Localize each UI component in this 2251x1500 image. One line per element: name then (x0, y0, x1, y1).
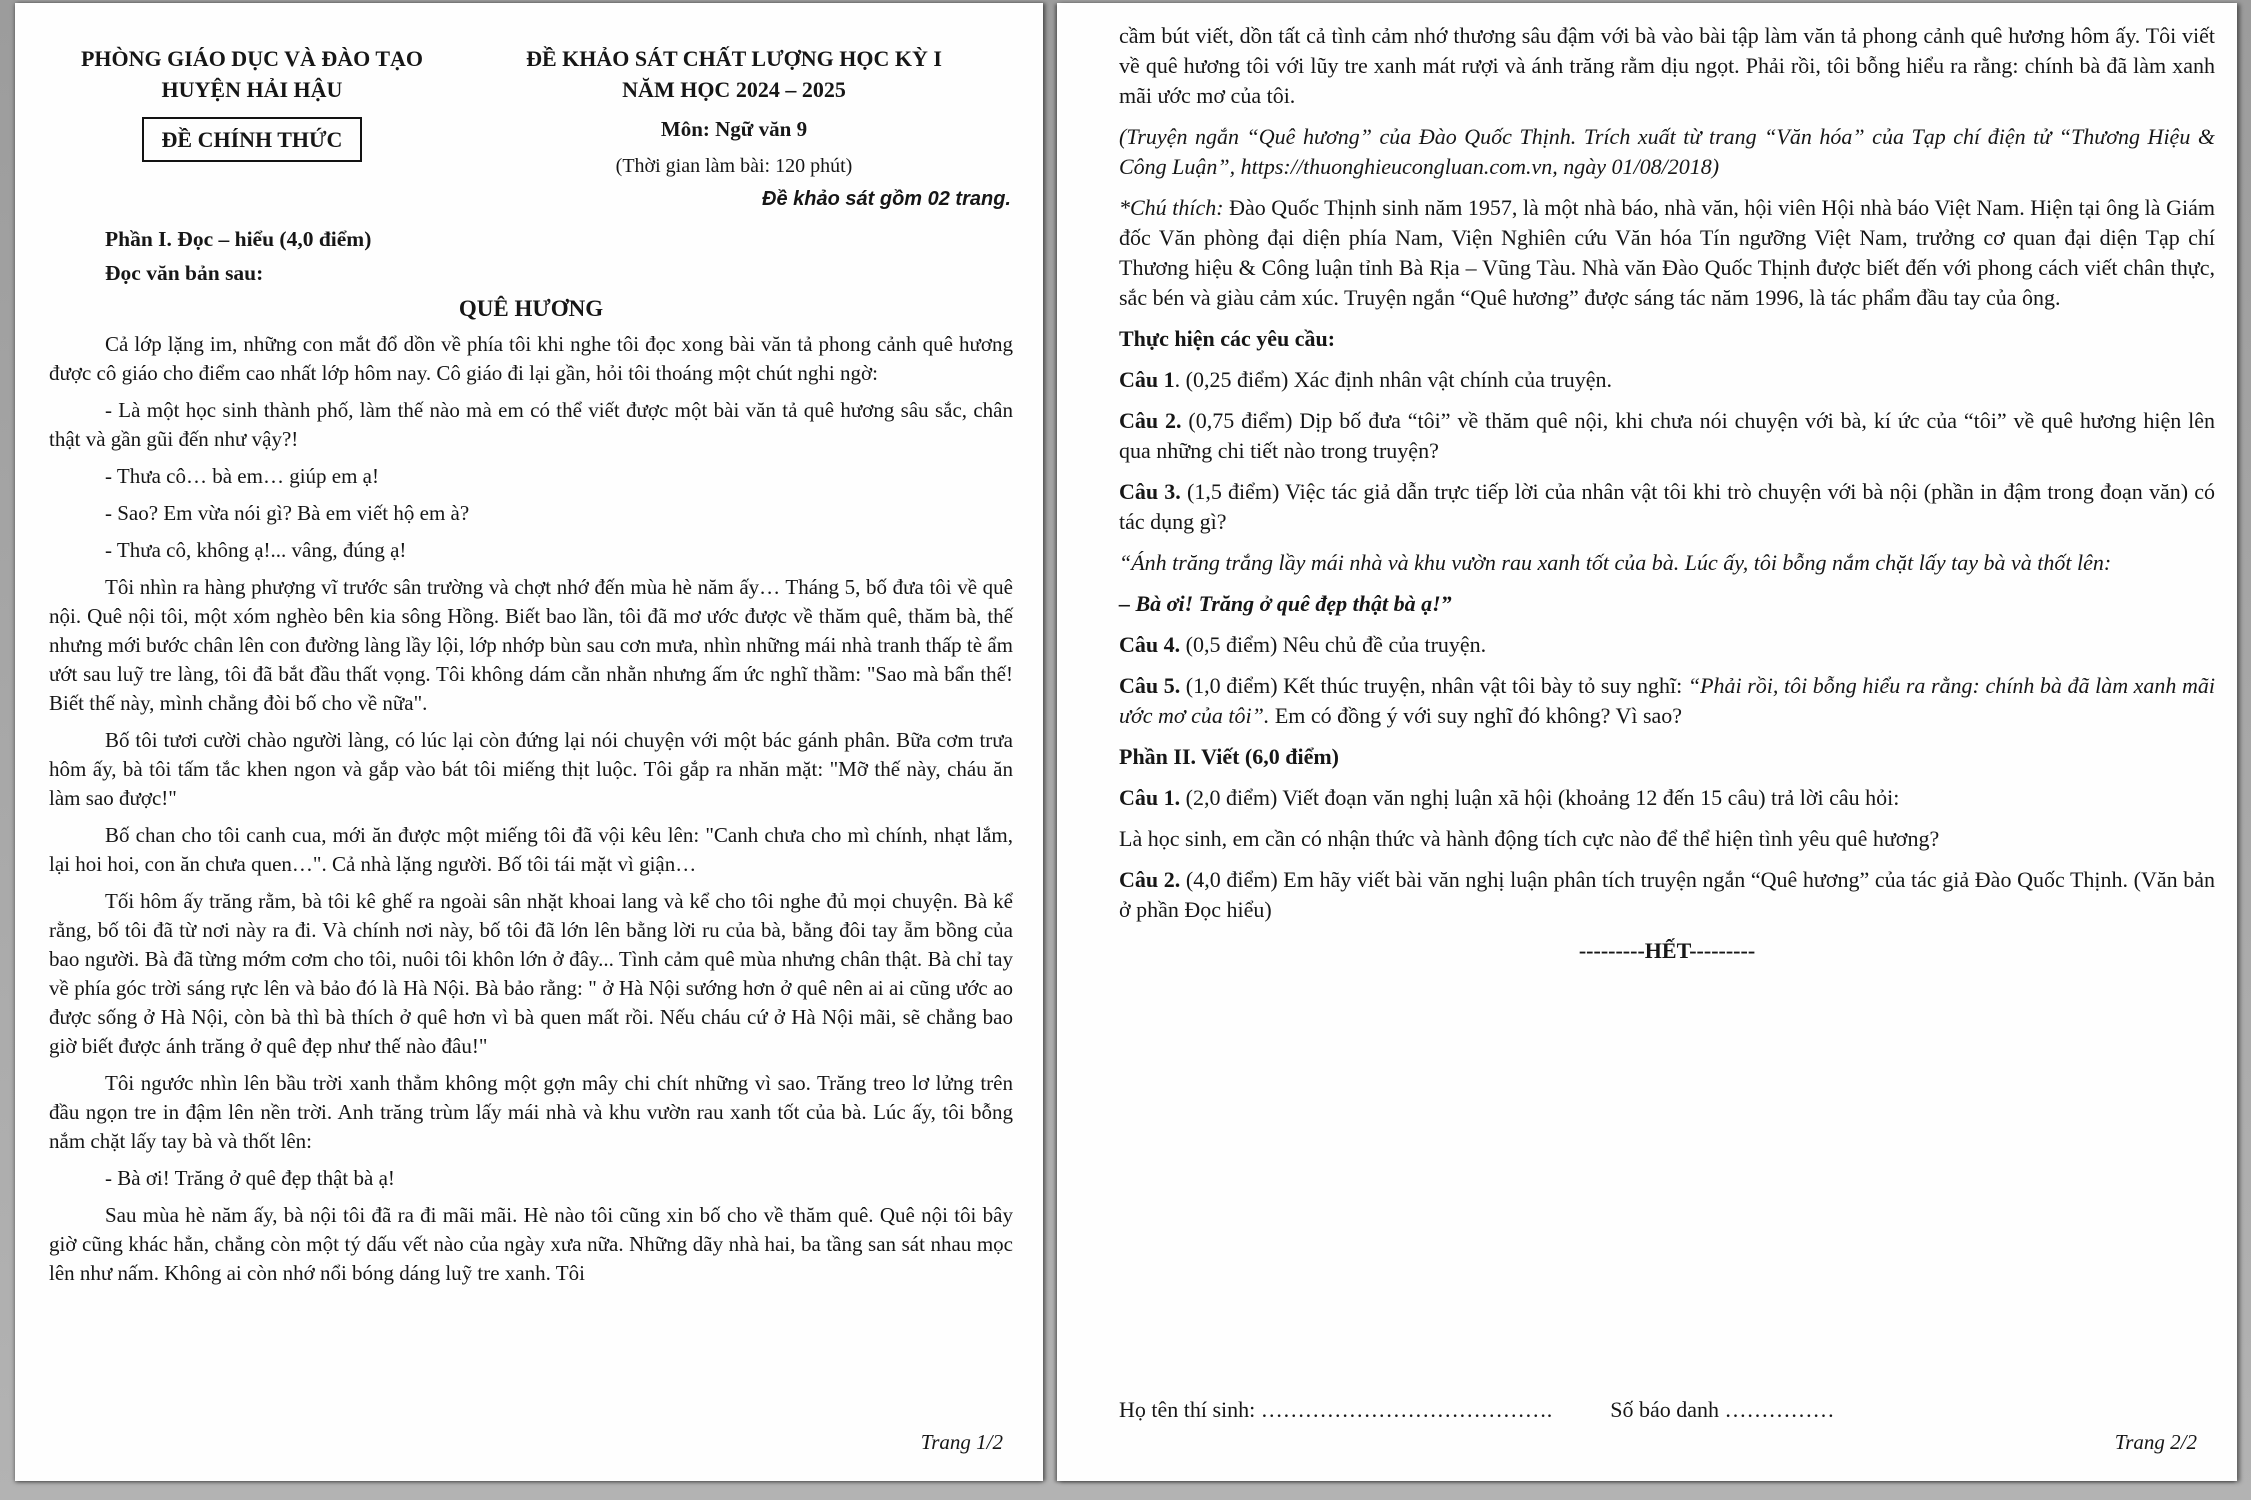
official-exam-box (142, 117, 363, 162)
page1-content (15, 3, 1043, 1288)
exam-page-1 (15, 3, 1043, 1481)
story-paragraph: Tối hôm ấy trăng rằm, bà tôi kê ghế ra ngoài sân nhặt khoai lang và kể cho tôi nghe đủ mọi chuyện. Bà kể rằng, bố tôi đã từ nơi này ra đi. Và chính nơi này, bố tôi đã lớn lên bằng lời ru của bà, bằng đôi tay ẵm bồng của bao người. Bà đã từng mớm cơm cho tôi, nuôi tôi khôn lớn ở đây... Tình cảm quê mùa nhưng chân thật. Bà chỉ tay về phía góc trời sáng rực lên và bảo đó là Hà Nội. Bà bảo rằng: " ở Hà Nội sướng hơn ở quê nên ai ai cũng ước ao được sống ở Hà Nội, còn bà thì bà thích ở quê hơn vì bà quen mất rồi. Nếu cháu cứ ở Hà Nội mãi, sẽ chẳng bao giờ biết được ánh trăng ở quê đẹp như thế nào đâu!" (49, 889, 1013, 1058)
question-2 (1119, 406, 2215, 466)
quoted-passage-line1: “Ánh trăng trắng lầy mái nhà và khu vườn rau xanh tốt của bà. Lúc ấy, tôi bỗng nắm chặt lấy tay bà và thốt lên: (1119, 550, 2112, 575)
question-5-quote: “Phải rồi, tôi bỗng hiểu ra rằng: chính bà đã làm xanh mãi ước mơ của tôi”. (1119, 673, 2216, 728)
exam-subject: Môn: Ngữ văn 9 (660, 117, 808, 141)
story-paragraph: - Thưa cô, không ạ!... vâng, đúng ạ! (105, 538, 407, 562)
question-3 (1119, 477, 2215, 537)
question-4-text: (0,5 điểm) Nêu chủ đề của truyện. (1180, 632, 1487, 657)
writing-question-1-label: Câu 1. (1119, 785, 1181, 810)
story-paragraph: Cả lớp lặng im, những con mắt đổ dồn về phía tôi khi nghe tôi đọc xong bài văn tả phong cảnh quê hương được cô giáo cho điểm cao nhất lớp hôm nay. Cô giáo đi lại gần, hỏi tôi thoáng một chút nghi ngờ: (49, 332, 1013, 385)
story-paragraph: Sau mùa hè năm ấy, bà nội tôi đã ra đi mãi mãi. Hè nào tôi cũng xin bố cho về thăm quê. Quê nội tôi bây giờ cũng khác hẳn, chẳng còn một tý dấu vết nào của ngày xưa nữa. Những dãy nhà hai, ba tầng san sát nhau mọc lên như nấm. Không ai còn nhớ nổi bóng dáng luỹ tre xanh. Tôi (49, 1203, 1013, 1285)
requirements-heading: Thực hiện các yêu cầu: (1119, 326, 1336, 351)
page1-number: Trang 1/2 (920, 1430, 1003, 1454)
question-1 (1119, 365, 2215, 395)
question-4 (1119, 630, 2215, 660)
page2-number: Trang 2/2 (2114, 1430, 2197, 1454)
writing-question-2-label: Câu 2. (1119, 867, 1181, 892)
story-paragraph: Bố tôi tươi cười chào người làng, có lúc lại còn đứng lại nói chuyện với một bác gánh phân. Bữa cơm trưa hôm ấy, bà tôi tấm tắc khen ngon và gắp vào bát tôi miếng thịt luộc. Tôi gắp ra nhăn mặt: "Mỡ thế này, cháu ăn làm sao được!" (49, 728, 1013, 810)
part2-heading: Phần II. Viết (6,0 điểm) (1119, 744, 1339, 769)
writing-question-1 (1119, 783, 2215, 813)
author-footnote (1119, 193, 2215, 313)
question-5-text-before: (1,0 điểm) Kết thúc truyện, nhân vật tôi bày tỏ suy nghĩ: (1180, 673, 1688, 698)
issuer-line1: PHÒNG GIÁO DỤC VÀ ĐÀO TẠO (80, 46, 424, 71)
exam-page-2 (1057, 3, 2237, 1481)
read-instruction: Đọc văn bản sau: (105, 261, 264, 285)
question-3-text: (1,5 điểm) Việc tác giả dẫn trực tiếp lời của nhân vật tôi khi trò chuyện với bà nội (phần in đậm trong đoạn văn) có tác dụng gì? (1119, 479, 2215, 534)
candidate-name-line: Họ tên thí sinh: …………………………………. (1119, 1397, 1553, 1422)
candidate-number-line: Số báo danh …………… (1610, 1397, 1835, 1422)
exam-title-block (455, 43, 1013, 211)
story-paragraph: Tôi ngước nhìn lên bầu trời xanh thẳm không một gợn mây chi chít những vì sao. Trăng treo lơ lửng trên đầu ngọn tre in đậm lên nền trời. Anh trăng trùm lấy mái nhà và khu vườn rau xanh tốt của bà. Lúc ấy, tôi bỗng nắm chặt lấy tay bà và thốt lên: (49, 1071, 1013, 1153)
writing-question-2 (1119, 865, 2215, 925)
source-citation: (Truyện ngắn “Quê hương” của Đào Quốc Thịnh. Trích xuất từ trang “Văn hóa” của Tạp chí điện tử “Thương Hiệu & Công Luận”, https://thuonghieucongluan.com.vn, ngày 01/08/2018) (1119, 124, 2215, 179)
question-5-label: Câu 5. (1119, 673, 1181, 698)
story-paragraph: Tôi nhìn ra hàng phượng vĩ trước sân trường và chợt nhớ đến mùa hè năm ấy… Tháng 5, bố đưa tôi về quê nội. Quê nội tôi, một xóm nghèo bên kia sông Hồng. Biết bao lần, tôi đã mơ ước được về thăm quê, thăm bà, thế nhưng mới bước chân lên con đường làng lầy lội, lớp nhớp bùn sau cơn mưa, nhìn những mái nhà tranh thấp tè ẩm ướt sau luỹ tre làng, tôi đã bắt đầu thất vọng. Tôi không dám cằn nhằn nhưng ấm ức nghĩ thầm: "Sao mà bẩn thế! Biết thế này, mình chẳng đòi bố cho về nữa". (49, 575, 1013, 715)
quoted-passage-line2: – Bà ơi! Trăng ở quê đẹp thật bà ạ!” (1119, 591, 1452, 616)
question-4-label: Câu 4. (1119, 632, 1181, 657)
issuer-line2: HUYỆN HẢI HẬU (161, 77, 343, 102)
page1-header (49, 43, 1013, 211)
question-2-label: Câu 2. (1119, 408, 1182, 433)
story-paragraph: - Là một học sinh thành phố, làm thế nào mà em có thể viết được một bài văn tả quê hương sâu sắc, chân thật và gần gũi đến như vậy?! (49, 398, 1013, 451)
question-2-text: (0,75 điểm) Dịp bố đưa “tôi” về thăm quê nội, khi chưa nói chuyện với bà, kí ức của “tôi” về quê hương hiện lên qua những chi tiết nào trong truyện? (1119, 408, 2215, 463)
writing-question-1-text: (2,0 điểm) Viết đoạn văn nghị luận xã hội (khoảng 12 đến 15 câu) trả lời câu hỏi: (1180, 785, 1900, 810)
question-1-text: . (0,25 điểm) Xác định nhân vật chính của truyện. (1174, 367, 1613, 392)
footnote-text: Đào Quốc Thịnh sinh năm 1957, là một nhà báo, nhà văn, hội viên Hội nhà báo Việt Nam. Hiện tại ông là Giám đốc Văn phòng đại diện phía Nam, Viện Nghiên cứu Văn hóa Tín ngưỡng Việt Nam, trưởng cơ quan đại diện Tạp chí Thương hiệu & Công luận tỉnh Bà Rịa – Vũng Tàu. Nhà văn Đào Quốc Thịnh được biết đến với phong cách viết chân thực, sắc bén và giàu cảm xúc. Truyện ngắn “Quê hương” được sáng tác năm 1996, là tác phẩm đầu tay của ông. (1119, 195, 2215, 310)
exam-pages-note: Đề khảo sát gồm 02 trang. (762, 188, 1011, 210)
question-5-text-after: Em có đồng ý với suy nghĩ đó không? Vì sao? (1269, 703, 1683, 728)
writing-question-2-text: (4,0 điểm) Em hãy viết bài văn nghị luận phân tích truyện ngắn “Quê hương” của tác giả Đào Quốc Thịnh. (Văn bản ở phần Đọc hiểu) (1119, 867, 2216, 922)
story-paragraph: Bố chan cho tôi canh cua, mới ăn được một miếng tôi đã vội kêu lên: "Canh chưa cho mì chính, nhạt lắm, lại hoi hoi, con ăn chưa quen…". Cả nhà lặng người. Bố tôi tái mặt vì giận… (49, 823, 1013, 876)
story-paragraph: - Bà ơi! Trăng ở quê đẹp thật bà ạ! (105, 1166, 395, 1190)
question-1-label: Câu 1 (1119, 367, 1175, 392)
question-3-label: Câu 3. (1119, 479, 1181, 504)
part1-heading: Phần I. Đọc – hiểu (4,0 điểm) (105, 227, 372, 251)
official-exam-label: ĐỀ CHÍNH THỨC (161, 127, 343, 152)
issuing-authority-block (49, 43, 455, 211)
page1-body (49, 227, 1013, 1288)
exam-duration: (Thời gian làm bài: 120 phút) (615, 155, 853, 177)
story-paragraph: - Thưa cô… bà em… giúp em ạ! (105, 464, 379, 488)
end-of-exam-marker: ---------HẾT--------- (1578, 938, 1756, 963)
exam-title-line2: NĂM HỌC 2024 – 2025 (622, 77, 846, 102)
story-continuation: cầm bút viết, dồn tất cả tình cảm nhớ thương sâu đậm với bà vào bài tập làm văn tả phong cảnh quê hương hôm ấy. Tôi viết về quê hương tôi với lũy tre xanh mát rượi và ánh trăng rằm dịu ngọt. Phải rồi, tôi bỗng hiểu ra rằng: chính bà đã làm xanh mãi ước mơ của tôi. (1119, 23, 2215, 108)
candidate-info-row (1119, 1397, 1835, 1423)
story-paragraph: - Sao? Em vừa nói gì? Bà em viết hộ em à? (105, 501, 470, 525)
question-5 (1119, 671, 2215, 731)
footnote-label: *Chú thích: (1119, 195, 1224, 220)
story-title: QUÊ HƯƠNG (458, 296, 604, 321)
exam-title-line1: ĐỀ KHẢO SÁT CHẤT LƯỢNG HỌC KỲ I (526, 46, 942, 71)
writing-question-1-prompt: Là học sinh, em cần có nhận thức và hành động tích cực nào để thể hiện tình yêu quê hương? (1119, 826, 1940, 851)
page2-content (1057, 3, 2237, 966)
